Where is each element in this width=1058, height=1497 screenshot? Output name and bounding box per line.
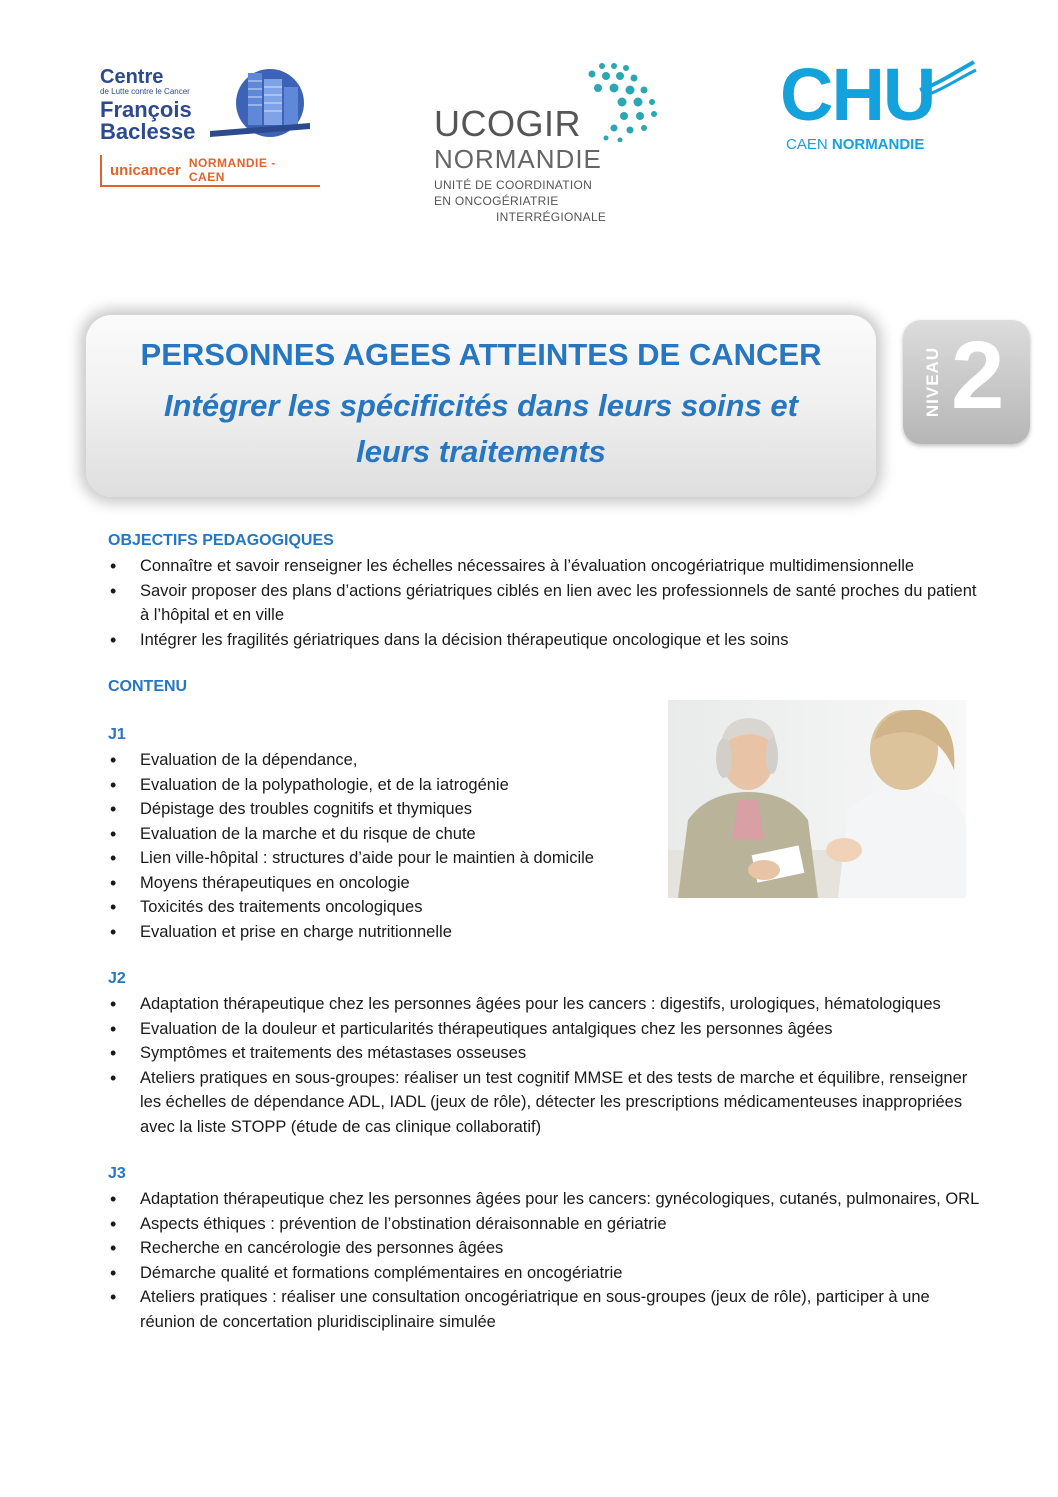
ucogir-region: NORMANDIE (434, 144, 602, 174)
list-item: • Symptômes et traitements des métastases osseuses (108, 1041, 988, 1066)
list-item: • Dépistage des troubles cognitifs et thymiques (108, 797, 988, 822)
day-3-heading: J3 (108, 1165, 126, 1182)
list-item: • Evaluation de la dépendance, (108, 748, 988, 773)
page-subtitle: Intégrer les spécificités dans leurs soins et leurs traitements (163, 388, 799, 469)
list-item: • Savoir proposer des plans d’actions gériatriques ciblés en lien avec les professionnels de santé proches du patient à l’hôpital et en ville (108, 579, 988, 628)
day-3-list (108, 1187, 988, 1334)
unicancer-bar (100, 155, 320, 187)
day-2-list (108, 992, 988, 1139)
baclesse-name-text: Baclesse (100, 119, 196, 144)
chu-subtitle (786, 136, 924, 153)
list-item: • Intégrer les fragilités gériatriques dans la décision thérapeutique oncologique et les soins (108, 628, 988, 653)
list-item: • Evaluation de la marche et du risque de chute (108, 822, 988, 847)
chu-name: CHU (780, 53, 935, 136)
baclesse-francois-text: François (100, 97, 192, 122)
objectives-list (108, 554, 988, 652)
hospital-building-icon (210, 65, 310, 143)
list-item: • Moyens thérapeutiques en oncologie (108, 871, 988, 896)
main-content (108, 528, 988, 1334)
chu-city: CAEN (786, 136, 828, 153)
chu-logo (780, 53, 980, 158)
ucogir-logo (430, 62, 660, 227)
baclesse-logo (88, 55, 320, 195)
page-title: PERSONNES AGEES ATTEINTES DE CANCER (140, 337, 822, 372)
ucogir-name: UCOGIR (434, 103, 581, 144)
day-1-heading: J1 (108, 726, 126, 743)
baclesse-city-text: NORMANDIE - CAEN (188, 156, 276, 184)
list-item: • Adaptation thérapeutique chez les personnes âgées pour les cancers: gynécologiques, cutanés, pulmonaires, ORL (108, 1187, 988, 1212)
baclesse-subtitle: de Lutte contre le Cancer (100, 87, 190, 96)
title-banner (86, 315, 876, 497)
content-heading: CONTENU (108, 678, 188, 695)
list-item: • Aspects éthiques : prévention de l’obstination déraisonnable en gériatrie (108, 1212, 988, 1237)
baclesse-centre-text: Centre (100, 66, 164, 88)
ucogir-tagline-2: EN ONCOGÉRIATRIE (434, 194, 559, 208)
level-badge (903, 320, 1030, 444)
day-1-list (108, 748, 988, 944)
chu-region: NORMANDIE (831, 136, 925, 153)
list-item: • Adaptation thérapeutique chez les personnes âgées pour les cancers : digestifs, urologiques, hématologiques (108, 992, 988, 1017)
level-label: NIVEAU (923, 346, 942, 418)
unicancer-text: unicancer (110, 161, 181, 179)
level-number: 2 (951, 322, 1005, 429)
list-item: • Ateliers pratiques en sous-groupes: réaliser un test cognitif MMSE et des tests de marche et équilibre, renseigner les échelles de dépendance ADL, IADL (jeux de rôle), détecter les prescriptions médicamenteuses inappropriées avec la liste STOPP (étude de cas clinique collaboratif) (108, 1066, 988, 1140)
list-item: • Toxicités des traitements oncologiques (108, 895, 988, 920)
list-item: • Evaluation de la douleur et particularités thérapeutiques antalgiques chez les personnes âgées (108, 1017, 988, 1042)
day-2-heading: J2 (108, 970, 126, 987)
objectives-heading: OBJECTIFS PEDAGOGIQUES (108, 532, 334, 549)
list-item: • Ateliers pratiques : réaliser une consultation oncogériatrique en sous-groupes (jeux de rôle), participer à une réunion de concertation pluridisciplinaire simulée (108, 1285, 988, 1334)
list-item: • Recherche en cancérologie des personnes âgées (108, 1236, 988, 1261)
list-item: • Démarche qualité et formations complémentaires en oncogériatrie (108, 1261, 988, 1286)
list-item: • Evaluation de la polypathologie, et de la iatrogénie (108, 773, 988, 798)
ucogir-tagline-3: INTERRÉGIONALE (496, 210, 607, 224)
ucogir-tagline-1: UNITÉ DE COORDINATION (434, 178, 593, 192)
list-item: • Connaître et savoir renseigner les échelles nécessaires à l’évaluation oncogériatrique multidimensionnelle (108, 554, 988, 579)
wave-icon (918, 60, 978, 100)
list-item: • Evaluation et prise en charge nutritionnelle (108, 920, 988, 945)
list-item: • Lien ville-hôpital : structures d’aide pour le maintien à domicile (108, 846, 988, 871)
